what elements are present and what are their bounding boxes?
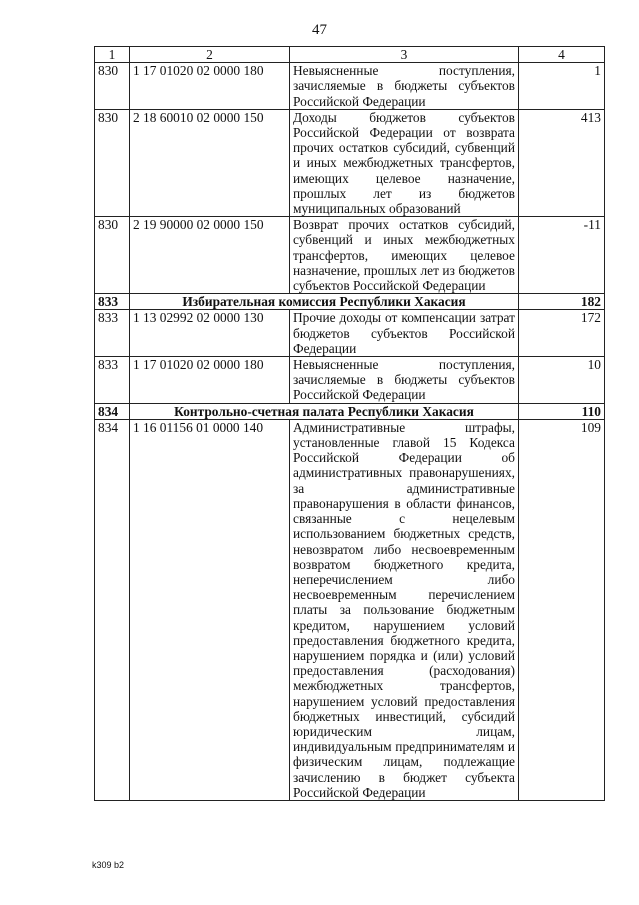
admin-code-cell: 834 <box>95 403 130 419</box>
admin-code-cell: 830 <box>95 217 130 294</box>
amount-cell: 10 <box>519 357 605 404</box>
column-header: 4 <box>519 47 605 63</box>
amount-cell: 413 <box>519 109 605 216</box>
admin-code-cell: 833 <box>95 310 130 357</box>
revenue-table <box>94 46 605 801</box>
admin-code-cell: 833 <box>95 357 130 404</box>
revenue-code-cell: 1 16 01156 01 0000 140 <box>130 419 290 800</box>
column-header: 2 <box>130 47 290 63</box>
admin-code-cell: 830 <box>95 63 130 110</box>
admin-code-cell: 834 <box>95 419 130 800</box>
section-name-cell: Избирательная комиссия Республики Хакасия <box>130 294 519 310</box>
table-row <box>95 217 605 294</box>
revenue-code-cell: 2 18 60010 02 0000 150 <box>130 109 290 216</box>
admin-code-cell: 833 <box>95 294 130 310</box>
table-row <box>95 357 605 404</box>
description-cell: Невыясненные поступления, зачисляемые в бюджеты субъектов Российской Федерации <box>290 357 519 404</box>
description-cell: Административные штрафы, установленные главой 15 Кодекса Российской Федерации об административных правонарушениях, за административные правонарушения в области финансов, связанные с нецелевым использованием бюджетных средств, невозвратом либо несвоевременным возвратом бюджетного кредита, неперечислением либо несвоевременным перечислением платы за пользование бюджетным кредитом, нарушением условий предоставления бюджетного кредита, нарушением порядка и (или) условий предоставления (расходования) межбюджетных трансфертов, нарушением условий предоставления бюджетных инвестиций, субсидий юридическим лицам, индивидуальным предпринимателям и физическим лицам, подлежащие зачислению в бюджет субъекта Российской Федерации <box>290 419 519 800</box>
revenue-code-cell: 1 17 01020 02 0000 180 <box>130 63 290 110</box>
description-cell: Прочие доходы от компенсации затрат бюджетов субъектов Российской Федерации <box>290 310 519 357</box>
section-row <box>95 294 605 310</box>
section-name-cell: Контрольно-счетная палата Республики Хакасия <box>130 403 519 419</box>
table-row <box>95 109 605 216</box>
amount-cell: 172 <box>519 310 605 357</box>
section-row <box>95 403 605 419</box>
table-header-row <box>95 47 605 63</box>
revenue-code-cell: 1 13 02992 02 0000 130 <box>130 310 290 357</box>
amount-cell: 1 <box>519 63 605 110</box>
table-row <box>95 63 605 110</box>
revenue-code-cell: 2 19 90000 02 0000 150 <box>130 217 290 294</box>
description-cell: Невыясненные поступления, зачисляемые в бюджеты субъектов Российской Федерации <box>290 63 519 110</box>
table-row <box>95 419 605 800</box>
page-number: 47 <box>312 22 327 38</box>
admin-code-cell: 830 <box>95 109 130 216</box>
column-header: 3 <box>290 47 519 63</box>
table-row <box>95 310 605 357</box>
amount-cell: 109 <box>519 419 605 800</box>
section-total-cell: 182 <box>519 294 605 310</box>
description-cell: Возврат прочих остатков субсидий, субвенций и иных межбюджетных трансфертов, имеющих целевое назначение, прошлых лет из бюджетов субъектов Российской Федерации <box>290 217 519 294</box>
revenue-code-cell: 1 17 01020 02 0000 180 <box>130 357 290 404</box>
document-code: k309 b2 <box>92 860 125 870</box>
column-header: 1 <box>95 47 130 63</box>
amount-cell: -11 <box>519 217 605 294</box>
description-cell: Доходы бюджетов субъектов Российской Федерации от возврата прочих остатков субсидий, субвенций и иных межбюджетных трансфертов, имеющих целевое назначение, прошлых лет из бюджетов муниципальных образований <box>290 109 519 216</box>
section-total-cell: 110 <box>519 403 605 419</box>
